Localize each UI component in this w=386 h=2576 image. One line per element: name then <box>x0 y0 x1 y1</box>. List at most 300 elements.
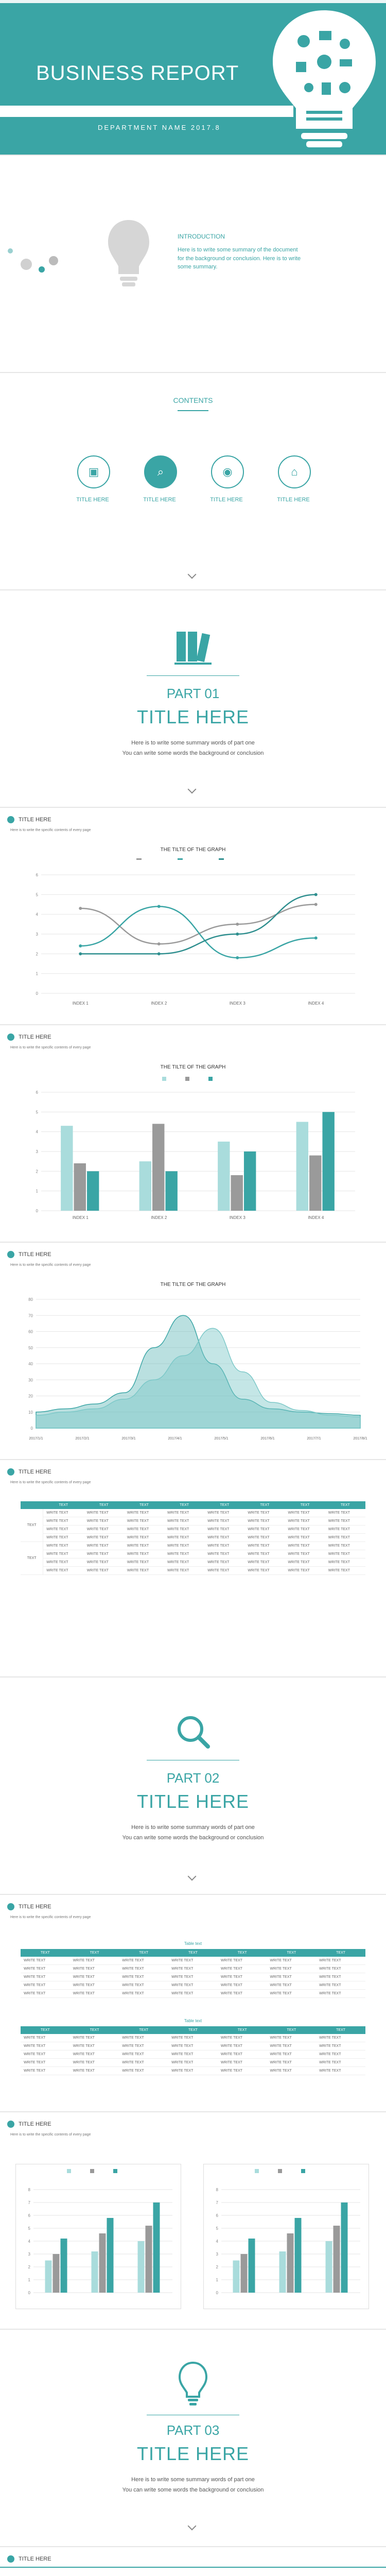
contents-heading: CONTENTS <box>173 396 213 404</box>
y-tick-label: 1 <box>36 1189 38 1194</box>
table-header-cell: TEXT <box>244 1501 285 1509</box>
table-cell: WRITE TEXT <box>244 1526 285 1534</box>
table-cell: WRITE TEXT <box>124 1567 164 1575</box>
header-dot-icon <box>7 2121 14 2128</box>
data-point <box>236 923 239 926</box>
area-chart <box>15 1279 371 1449</box>
y-tick-label: 20 <box>28 1394 33 1399</box>
cover-title: BUSINESS REPORT <box>36 62 239 84</box>
contents-item-label[interactable]: TITLE HERE <box>76 497 109 503</box>
table-cell: WRITE TEXT <box>70 1957 119 1965</box>
part2-slide <box>0 1677 386 1895</box>
table-cell: WRITE TEXT <box>285 1517 325 1526</box>
data-point <box>314 893 318 896</box>
series-line <box>80 894 316 954</box>
table-cell: WRITE TEXT <box>316 2034 365 2042</box>
table-cell: WRITE TEXT <box>218 1957 267 1965</box>
table-header-row <box>21 1949 365 1957</box>
y-tick-label: 5 <box>36 892 38 897</box>
table-cell: WRITE TEXT <box>119 1965 168 1973</box>
legend-swatch <box>67 2169 71 2173</box>
y-tick-label: 4 <box>28 2239 30 2244</box>
y-tick-label: 0 <box>216 2291 218 2295</box>
table-cell: WRITE TEXT <box>204 1558 244 1567</box>
bar <box>279 2251 286 2293</box>
table-header-cell: TEXT <box>43 1501 84 1509</box>
table-cell: WRITE TEXT <box>70 2067 119 2075</box>
y-tick-label: 10 <box>28 1410 33 1415</box>
table-cell: WRITE TEXT <box>204 1567 244 1575</box>
table-cell: WRITE TEXT <box>43 1542 84 1550</box>
cover-white-bar <box>0 106 293 117</box>
y-tick-label: 2 <box>216 2265 218 2269</box>
slide-header <box>7 1033 51 1041</box>
table-cell: WRITE TEXT <box>316 2067 365 2075</box>
part3-desc1: Here is to write some summary words of part one <box>131 2477 255 2483</box>
intro-dot-3 <box>49 256 58 265</box>
part1-desc2: You can write some words the background or conclusion <box>122 750 264 756</box>
table-cell: WRITE TEXT <box>84 1550 124 1558</box>
y-tick-label: 80 <box>28 1297 33 1302</box>
part3-label: PART 03 <box>166 2422 220 2438</box>
part1-divider <box>147 675 239 676</box>
bar <box>152 1124 164 1211</box>
y-tick-label: 0 <box>36 1209 38 1213</box>
legend-swatch <box>255 2169 259 2173</box>
table-cell: WRITE TEXT <box>267 1990 317 1998</box>
table-cell: WRITE TEXT <box>119 1981 168 1990</box>
slide-title: TITLE HERE <box>19 2121 51 2127</box>
table-cell: WRITE TEXT <box>21 2042 70 2050</box>
table-cell: WRITE TEXT <box>43 1517 84 1526</box>
table-header-cell: TEXT <box>21 2026 70 2034</box>
table-cell: WRITE TEXT <box>21 1981 70 1990</box>
header-dot-icon <box>7 1903 14 1910</box>
table-cell: WRITE TEXT <box>119 2050 168 2059</box>
data-point <box>79 944 82 947</box>
data-point <box>79 907 82 910</box>
table-caption-1: Table text <box>184 1941 202 1946</box>
bar <box>241 2254 248 2293</box>
header-dot-icon <box>7 816 14 823</box>
y-tick-label: 5 <box>36 1110 38 1115</box>
legend-swatch <box>162 1077 166 1081</box>
intro-slide <box>0 156 386 373</box>
table-cell: WRITE TEXT <box>168 1990 218 1998</box>
part3-slide <box>0 2330 386 2547</box>
y-tick-label: 6 <box>28 2213 30 2218</box>
table-cell: WRITE TEXT <box>325 1509 365 1517</box>
table-header-row <box>21 2026 365 2034</box>
legend-swatch <box>113 2169 117 2173</box>
table-cell: WRITE TEXT <box>164 1526 204 1534</box>
table-cell: WRITE TEXT <box>267 2059 317 2067</box>
table-cell: WRITE TEXT <box>21 2034 70 2042</box>
bar <box>61 2239 67 2293</box>
table-header-cell: TEXT <box>267 1949 317 1957</box>
table-cell: WRITE TEXT <box>218 1973 267 1981</box>
table-cell: WRITE TEXT <box>119 1973 168 1981</box>
table-cell: WRITE TEXT <box>164 1509 204 1517</box>
table-cell: WRITE TEXT <box>124 1526 164 1534</box>
x-tick-label: INDEX 3 <box>229 1215 245 1220</box>
table-cell: WRITE TEXT <box>267 1965 317 1973</box>
table-row <box>21 2050 365 2059</box>
contents-item-label[interactable]: TITLE HERE <box>210 497 243 503</box>
table-cell: WRITE TEXT <box>70 1973 119 1981</box>
table-cell: WRITE TEXT <box>124 1550 164 1558</box>
contents-underline <box>178 410 208 411</box>
table-cell: WRITE TEXT <box>285 1550 325 1558</box>
table-cell: WRITE TEXT <box>204 1509 244 1517</box>
table-cell: WRITE TEXT <box>119 2042 168 2050</box>
table-cell: WRITE TEXT <box>164 1567 204 1575</box>
table-cell: WRITE TEXT <box>168 2042 218 2050</box>
table-cell: WRITE TEXT <box>316 1990 365 1998</box>
table-cell: WRITE TEXT <box>124 1509 164 1517</box>
bar <box>53 2254 60 2293</box>
table-cell: WRITE TEXT <box>43 1567 84 1575</box>
table-cell: WRITE TEXT <box>204 1542 244 1550</box>
part3-desc2: You can write some words the background or conclusion <box>122 2487 264 2493</box>
table-row <box>21 2059 365 2067</box>
table-header-cell: TEXT <box>164 1501 204 1509</box>
table-cell: WRITE TEXT <box>244 1517 285 1526</box>
table-cell: WRITE TEXT <box>70 2034 119 2042</box>
table-cell: WRITE TEXT <box>164 1534 204 1542</box>
table-cell: WRITE TEXT <box>124 1558 164 1567</box>
y-tick-label: 6 <box>36 1090 38 1095</box>
bar <box>249 2239 255 2293</box>
header-dot-icon <box>7 2555 14 2563</box>
bar <box>326 2241 332 2293</box>
slide-title: TITLE HERE <box>19 1251 51 1258</box>
table-cell: WRITE TEXT <box>325 1517 365 1526</box>
table-row <box>21 1509 365 1517</box>
table-header-cell: TEXT <box>119 2026 168 2034</box>
table-cell: WRITE TEXT <box>316 2059 365 2067</box>
intro-dot-1 <box>21 259 32 270</box>
table-row <box>21 1567 365 1575</box>
table-row <box>21 1542 365 1550</box>
slide-title: TITLE HERE <box>19 2556 51 2562</box>
y-tick-label: 0 <box>30 1426 33 1431</box>
header-rule <box>0 2567 386 2568</box>
bar <box>218 1142 230 1211</box>
table-cell: WRITE TEXT <box>267 1973 317 1981</box>
legend-swatch <box>136 858 142 860</box>
x-tick-label: 2017/7/1 <box>307 1437 321 1440</box>
chart-title: THE TILTE OF THE GRAPH <box>160 1282 226 1287</box>
table-cell: WRITE TEXT <box>164 1542 204 1550</box>
table-cell: WRITE TEXT <box>325 1542 365 1550</box>
legend-swatch <box>278 2169 282 2173</box>
data-point <box>314 937 318 940</box>
legend-swatch <box>178 858 183 860</box>
table-cell: WRITE TEXT <box>325 1558 365 1567</box>
table-cell: WRITE TEXT <box>21 1990 70 1998</box>
table-row <box>21 1990 365 1998</box>
table-cell: WRITE TEXT <box>168 2067 218 2075</box>
slide-title: TITLE HERE <box>19 1034 51 1040</box>
table-cell: WRITE TEXT <box>70 2042 119 2050</box>
y-tick-label: 7 <box>28 2200 30 2205</box>
table-cell: WRITE TEXT <box>267 2034 317 2042</box>
table-row <box>21 1965 365 1973</box>
table-cell: WRITE TEXT <box>70 1965 119 1973</box>
table-header-cell: TEXT <box>84 1501 124 1509</box>
table-header-cell: TEXT <box>204 1501 244 1509</box>
line-chart-slide <box>0 808 386 1025</box>
table-cell: WRITE TEXT <box>325 1526 365 1534</box>
table-cell: WRITE TEXT <box>218 2067 267 2075</box>
table-cell: WRITE TEXT <box>244 1542 285 1550</box>
twin-bar-slide <box>0 2112 386 2330</box>
table-row <box>21 1550 365 1558</box>
table-cell: WRITE TEXT <box>119 1957 168 1965</box>
chevron-down-icon <box>188 1872 197 1881</box>
bar <box>146 2226 152 2293</box>
table-cell: WRITE TEXT <box>244 1558 285 1567</box>
y-tick-label: 4 <box>216 2239 218 2244</box>
cover-subtitle: DEPARTMENT NAME 2017.8 <box>98 124 221 131</box>
table-cell: WRITE TEXT <box>168 1973 218 1981</box>
table-cell: WRITE TEXT <box>204 1534 244 1542</box>
table-cell: WRITE TEXT <box>84 1542 124 1550</box>
books-icon <box>172 626 214 668</box>
table-cell: WRITE TEXT <box>84 1558 124 1567</box>
y-tick-label: 3 <box>36 932 38 937</box>
chart-title: THE TILTE OF THE GRAPH <box>160 847 226 853</box>
table-cell: WRITE TEXT <box>70 2050 119 2059</box>
bar <box>295 2218 302 2293</box>
x-tick-label: INDEX 1 <box>72 1215 89 1220</box>
table-header-cell: TEXT <box>218 1949 267 1957</box>
slide-header <box>7 1468 51 1476</box>
data-point <box>236 933 239 936</box>
contents-icon-circle[interactable] <box>211 455 244 488</box>
table-header-cell: TEXT <box>168 1949 218 1957</box>
table-cell: WRITE TEXT <box>43 1509 84 1517</box>
bar-chart-slide <box>0 1025 386 1243</box>
y-tick-label: 6 <box>36 873 38 877</box>
slide-header <box>7 816 51 823</box>
table-cell: WRITE TEXT <box>43 1558 84 1567</box>
y-tick-label: 1 <box>36 971 38 976</box>
table-cell: WRITE TEXT <box>84 1534 124 1542</box>
slide-subtitle: Here is to write the specific contents of every page <box>10 1916 91 1919</box>
x-tick-label: 2017/5/1 <box>214 1437 229 1440</box>
contents-item-label[interactable]: TITLE HERE <box>143 497 176 503</box>
area-series <box>36 1328 360 1428</box>
content-item-icon: ⌂ <box>291 465 298 478</box>
table-cell: WRITE TEXT <box>168 1965 218 1973</box>
content-item-icon: ◉ <box>222 465 233 478</box>
x-tick-label: INDEX 2 <box>151 1215 167 1220</box>
table-header-cell: TEXT <box>316 1949 365 1957</box>
table-cell: WRITE TEXT <box>244 1550 285 1558</box>
legend-swatch <box>208 1077 213 1081</box>
bar <box>334 2226 340 2293</box>
area-chart-slide <box>0 1243 386 1460</box>
table-cell: WRITE TEXT <box>285 1542 325 1550</box>
slide-title: TITLE HERE <box>19 1904 51 1910</box>
intro-dot-4 <box>8 248 13 253</box>
data-point <box>157 952 161 955</box>
table-cell: WRITE TEXT <box>43 1526 84 1534</box>
bulb-icon <box>268 5 381 155</box>
data-table-a <box>21 1949 365 1998</box>
y-tick-label: 3 <box>216 2252 218 2257</box>
y-tick-label: 4 <box>36 912 38 917</box>
table-cell: WRITE TEXT <box>244 1534 285 1542</box>
slide-subtitle: Here is to write the specific contents of every page <box>10 2133 91 2137</box>
x-tick-label: 2017/3/1 <box>121 1437 136 1440</box>
x-tick-label: INDEX 4 <box>308 1215 324 1220</box>
table-header-cell: TEXT <box>70 2026 119 2034</box>
table-cell: WRITE TEXT <box>267 1957 317 1965</box>
data-table <box>21 1501 365 1575</box>
legend-swatch <box>219 858 224 860</box>
table-cell: WRITE TEXT <box>164 1517 204 1526</box>
table-cell: WRITE TEXT <box>84 1567 124 1575</box>
table-cell: WRITE TEXT <box>84 1526 124 1534</box>
bar <box>287 2233 294 2293</box>
magnifier-icon <box>175 1714 211 1750</box>
table-cell: WRITE TEXT <box>70 1981 119 1990</box>
table-cell: WRITE TEXT <box>84 1517 124 1526</box>
table-cell: WRITE TEXT <box>204 1550 244 1558</box>
table-row <box>21 1526 365 1534</box>
part1-title: TITLE HERE <box>136 706 250 727</box>
table-row <box>21 1981 365 1990</box>
contents-icon-circle[interactable] <box>144 455 177 488</box>
table-header-cell: TEXT <box>267 2026 317 2034</box>
table-header-cell: TEXT <box>285 1501 325 1509</box>
table-cell: WRITE TEXT <box>124 1517 164 1526</box>
chart-title: THE TILTE OF THE GRAPH <box>160 1064 226 1070</box>
y-tick-label: 2 <box>28 2265 30 2269</box>
table-cell: WRITE TEXT <box>119 2059 168 2067</box>
table-cell: WRITE TEXT <box>244 1509 285 1517</box>
chevron-down-icon <box>188 785 197 794</box>
x-tick-label: 2017/4/1 <box>168 1437 182 1440</box>
table-group-cell: TEXT <box>21 1509 43 1542</box>
y-tick-label: 0 <box>28 2291 30 2295</box>
table-cell: WRITE TEXT <box>285 1567 325 1575</box>
slide-title: TITLE HERE <box>19 817 51 823</box>
contents-icon-circle[interactable] <box>278 455 311 488</box>
slide-title: TITLE HERE <box>19 1469 51 1475</box>
data-point <box>236 956 239 959</box>
table-header-cell: TEXT <box>119 1949 168 1957</box>
table-cell: WRITE TEXT <box>285 1509 325 1517</box>
table-cell: WRITE TEXT <box>21 1973 70 1981</box>
bar <box>99 2233 106 2293</box>
x-tick-label: INDEX 4 <box>308 1001 324 1006</box>
table-cell: WRITE TEXT <box>267 2067 317 2075</box>
table-cell: WRITE TEXT <box>124 1542 164 1550</box>
y-tick-label: 40 <box>28 1362 33 1366</box>
bar <box>341 2202 348 2293</box>
table-header-cell: TEXT <box>21 1949 70 1957</box>
bar <box>233 2261 240 2293</box>
bar-chart-right <box>203 2154 368 2308</box>
table-cell: WRITE TEXT <box>218 2042 267 2050</box>
contents-item-label[interactable]: TITLE HERE <box>277 497 310 503</box>
slide-subtitle: Here is to write the specific contents of every page <box>10 1263 91 1267</box>
bar <box>165 1171 177 1211</box>
intro-body: Here is to write some summary of the document for the background or conclusion. Here is to write some summary. <box>178 247 301 270</box>
table-header-cell: TEXT <box>168 2026 218 2034</box>
table-row <box>21 1957 365 1965</box>
contents-icon-circle[interactable] <box>77 455 110 488</box>
data-table-b <box>21 2026 365 2075</box>
y-tick-label: 8 <box>216 2188 218 2192</box>
table-header-cell: TEXT <box>70 1949 119 1957</box>
part2-label: PART 02 <box>166 1770 220 1786</box>
bulb-outline-icon <box>178 2361 208 2407</box>
bar <box>61 1126 73 1211</box>
table-cell: WRITE TEXT <box>316 1957 365 1965</box>
table-cell: WRITE TEXT <box>119 2034 168 2042</box>
table-cell: WRITE TEXT <box>21 1957 70 1965</box>
table-cell: WRITE TEXT <box>316 1965 365 1973</box>
data-point <box>314 903 318 906</box>
table-cell: WRITE TEXT <box>218 2059 267 2067</box>
process-slide <box>0 2547 386 2576</box>
table-cell: WRITE TEXT <box>285 1526 325 1534</box>
bar <box>138 2241 145 2293</box>
slide-subtitle: Here is to write the specific contents of every page <box>10 1481 91 1484</box>
chevron-down-icon <box>188 2522 197 2531</box>
table-cell: WRITE TEXT <box>316 2050 365 2059</box>
table-cell: WRITE TEXT <box>316 2042 365 2050</box>
part1-desc1: Here is to write some summary words of part one <box>131 740 255 746</box>
x-tick-label: 2017/6/1 <box>260 1437 275 1440</box>
table-cell: WRITE TEXT <box>164 1558 204 1567</box>
y-tick-label: 70 <box>28 1313 33 1318</box>
x-tick-label: INDEX 3 <box>229 1001 245 1006</box>
table-row <box>21 1558 365 1567</box>
slide-header <box>7 1251 51 1258</box>
table-row <box>21 2034 365 2042</box>
slide-header <box>7 2555 51 2563</box>
table-cell: WRITE TEXT <box>267 2050 317 2059</box>
y-tick-label: 1 <box>216 2278 218 2282</box>
table-cell: WRITE TEXT <box>84 1509 124 1517</box>
table-cell: WRITE TEXT <box>21 1965 70 1973</box>
table-cell: WRITE TEXT <box>267 2042 317 2050</box>
content-item-icon: ▣ <box>88 465 99 478</box>
table-row <box>21 2067 365 2075</box>
table-cell: WRITE TEXT <box>218 1981 267 1990</box>
intro-heading: INTRODUCTION <box>178 233 225 240</box>
slide-subtitle: Here is to write the specific contents of every page <box>10 828 91 832</box>
table-cell: WRITE TEXT <box>204 1526 244 1534</box>
table-row <box>21 1534 365 1542</box>
table-cell: WRITE TEXT <box>218 1990 267 1998</box>
y-tick-label: 6 <box>216 2213 218 2218</box>
table-cell: WRITE TEXT <box>119 1990 168 1998</box>
table-cell: WRITE TEXT <box>119 2067 168 2075</box>
part2-title: TITLE HERE <box>136 1791 250 1812</box>
table-cell: WRITE TEXT <box>43 1534 84 1542</box>
data-point <box>79 952 82 955</box>
table-cell: WRITE TEXT <box>168 2050 218 2059</box>
part3-title: TITLE HERE <box>136 2443 250 2464</box>
y-tick-label: 0 <box>36 991 38 996</box>
